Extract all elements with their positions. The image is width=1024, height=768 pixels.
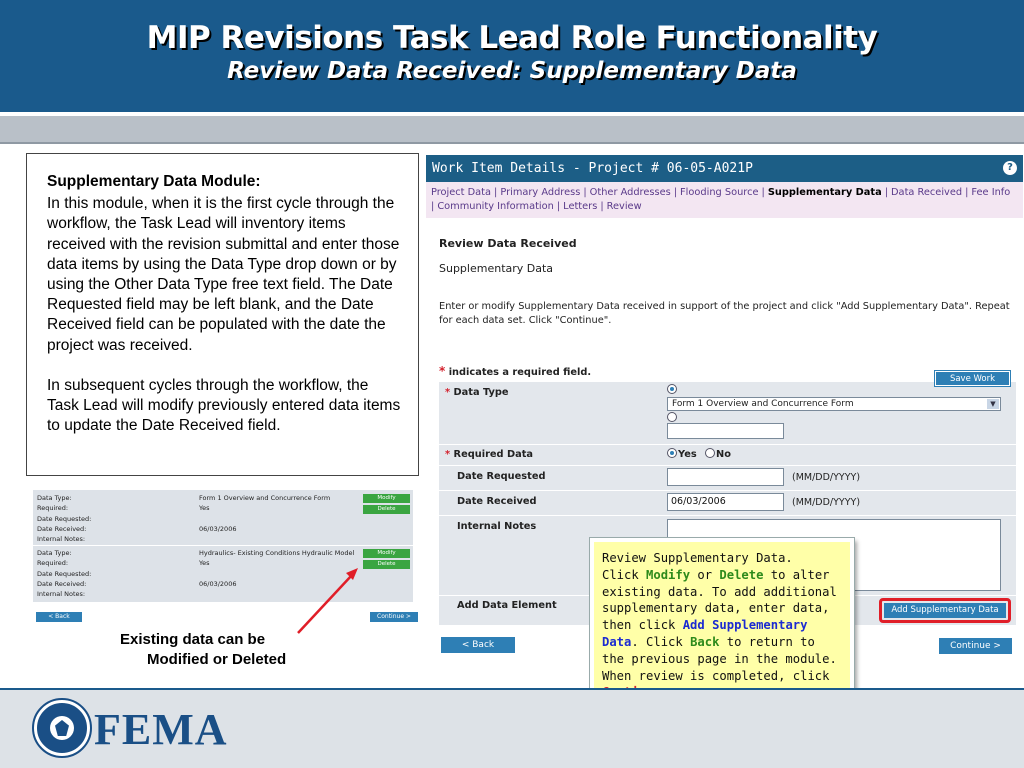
mini-continue-button[interactable]: Continue > — [370, 612, 418, 622]
callout-text: to alter existing data. To add additional supplementary data, enter data, then click — [602, 567, 837, 633]
callout-text: Review Supplementary Data. — [602, 551, 793, 565]
other-data-type-radio[interactable] — [667, 412, 677, 422]
date-requested-input[interactable] — [667, 468, 784, 486]
continue-button[interactable]: Continue > — [939, 638, 1012, 654]
callout-add: Add Supplementary Data — [602, 618, 808, 649]
record-divider — [33, 545, 413, 546]
nav-data-received[interactable]: Data Received — [891, 187, 963, 198]
record-label: Required: — [37, 559, 69, 567]
data-type-select[interactable] — [667, 397, 1001, 411]
callout-back: Back — [690, 634, 720, 649]
nav-fee-info[interactable]: Fee Info — [971, 187, 1011, 198]
modify-button[interactable]: Modify — [363, 494, 410, 503]
existing-record — [33, 547, 413, 601]
required-star: * — [439, 364, 446, 378]
nav-review[interactable]: Review — [606, 201, 642, 212]
required-note — [439, 364, 591, 378]
header-divider — [0, 112, 1024, 115]
required-no-radio[interactable] — [705, 448, 715, 458]
modify-button[interactable]: Modify — [363, 549, 410, 558]
callout-text: to return to the previous page in the module. When review is completed, click — [602, 634, 837, 683]
internal-notes-label: Internal Notes — [457, 521, 537, 532]
explanation-para-2: In subsequent cycles through the workflow, the Task Lead will modify previously entered data items to update the Date Received field. — [47, 376, 401, 435]
window-titlebar — [426, 155, 1023, 182]
section-nav — [426, 182, 1023, 218]
record-value: Yes — [199, 504, 210, 512]
form-divider — [439, 444, 1016, 445]
record-label: Date Requested: — [37, 570, 92, 578]
required-no-label: No — [716, 449, 731, 460]
other-data-type-input[interactable] — [667, 423, 784, 439]
nav-project-data[interactable]: Project Data — [431, 187, 492, 198]
existing-record — [33, 492, 413, 546]
required-note-text: indicates a required field. — [445, 367, 592, 378]
date-format-hint: (MM/DD/YYYY) — [792, 472, 861, 483]
page-instructions: Enter or modify Supplementary Data received in support of the project and click "Add Supplementary Data". Repeat for each data set. Click "Continue". — [439, 301, 1010, 326]
form-divider — [439, 515, 1016, 516]
callout-delete: Delete — [719, 567, 764, 582]
help-icon[interactable]: ? — [1003, 161, 1017, 175]
record-value: Hydraulics- Existing Conditions Hydraulic Model — [199, 549, 355, 557]
nav-primary-address[interactable]: Primary Address — [500, 187, 581, 198]
mini-back-button[interactable]: < Back — [36, 612, 82, 622]
window-title: Work Item Details - Project # 06-05-A021P — [432, 161, 753, 176]
date-received-label: Date Received — [457, 496, 537, 507]
form-divider — [439, 490, 1016, 491]
nav-row: | Community Information | Letters | Review — [431, 201, 642, 212]
data-type-list-radio[interactable] — [667, 384, 677, 394]
nav-letters[interactable]: Letters — [563, 201, 598, 212]
fema-logo: FEMA — [94, 705, 228, 754]
nav-flooding-source[interactable]: Flooding Source — [680, 187, 759, 198]
date-format-hint: (MM/DD/YYYY) — [792, 497, 861, 508]
delete-button[interactable]: Delete — [363, 505, 410, 514]
page-heading: Review Data Received — [439, 237, 577, 250]
data-type-selected: Form 1 Overview and Concurrence Form — [672, 399, 854, 409]
band-divider — [0, 142, 1024, 144]
data-type-label: * Data Type — [445, 387, 509, 398]
required-yes-label: Yes — [678, 449, 697, 460]
required-yes-radio[interactable] — [667, 448, 677, 458]
add-supplementary-data-button[interactable]: Add Supplementary Data — [884, 603, 1006, 618]
nav-other-addresses[interactable]: Other Addresses — [589, 187, 671, 198]
required-data-label: * Required Data — [445, 449, 534, 460]
record-value: 06/03/2006 — [199, 580, 237, 588]
callout-text: . Click — [631, 634, 691, 649]
nav-supplementary-data[interactable]: Supplementary Data — [767, 187, 882, 198]
modify-delete-caption — [120, 630, 320, 670]
header-band — [0, 116, 1024, 142]
page-subheading: Supplementary Data — [439, 262, 554, 275]
chevron-down-icon[interactable]: ▼ — [987, 399, 999, 409]
record-value: Form 1 Overview and Concurrence Form — [199, 494, 331, 502]
record-label: Data Type: — [37, 549, 72, 557]
slide-subtitle: Review Data Received: Supplementary Data — [227, 58, 797, 84]
back-button[interactable]: < Back — [441, 637, 515, 653]
nav-row: Project Data | Primary Address | Other Addresses | Flooding Source | Supplementary Data | Data Received | Fee Info — [431, 187, 1011, 198]
existing-data-screenshot — [33, 490, 413, 602]
explanation-para-1: In this module, when it is the first cycle through the workflow, the Task Lead will inventory items received with the revision submittal and enter those data items by using the Data Type drop down or by using the Other Data Type free text field. The Date Requested field may be left blank, and the Date Received field can be populated with the date the project was received. — [47, 195, 400, 354]
explanation-heading: Supplementary Data Module: — [47, 173, 261, 190]
record-label: Internal Notes: — [37, 535, 86, 543]
record-label: Internal Notes: — [37, 590, 86, 598]
save-work-button[interactable]: Save Work — [935, 371, 1010, 386]
slide-header — [0, 0, 1024, 112]
form-divider — [439, 465, 1016, 466]
record-label: Date Received: — [37, 525, 87, 533]
callout-text: Click — [602, 567, 647, 582]
caption-line-1: Existing data can be — [120, 631, 266, 648]
record-value: Yes — [199, 559, 210, 567]
record-label: Data Type: — [37, 494, 72, 502]
record-value: 06/03/2006 — [199, 525, 237, 533]
slide-title: MIP Revisions Task Lead Role Functionality — [146, 20, 878, 56]
date-requested-label: Date Requested — [457, 471, 546, 482]
record-label: Required: — [37, 504, 69, 512]
add-data-element-label: Add Data Element — [457, 600, 557, 611]
explanation-box — [26, 153, 419, 476]
callout-modify: Modify — [646, 567, 691, 582]
delete-button[interactable]: Delete — [363, 560, 410, 569]
date-received-input[interactable]: 06/03/2006 — [667, 493, 784, 511]
nav-community-information[interactable]: Community Information — [437, 201, 554, 212]
record-label: Date Requested: — [37, 515, 92, 523]
record-label: Date Received: — [37, 580, 87, 588]
callout-text: or — [690, 567, 720, 582]
caption-line-2: Modified or Deleted — [147, 651, 287, 668]
dhs-seal-icon — [34, 700, 90, 756]
